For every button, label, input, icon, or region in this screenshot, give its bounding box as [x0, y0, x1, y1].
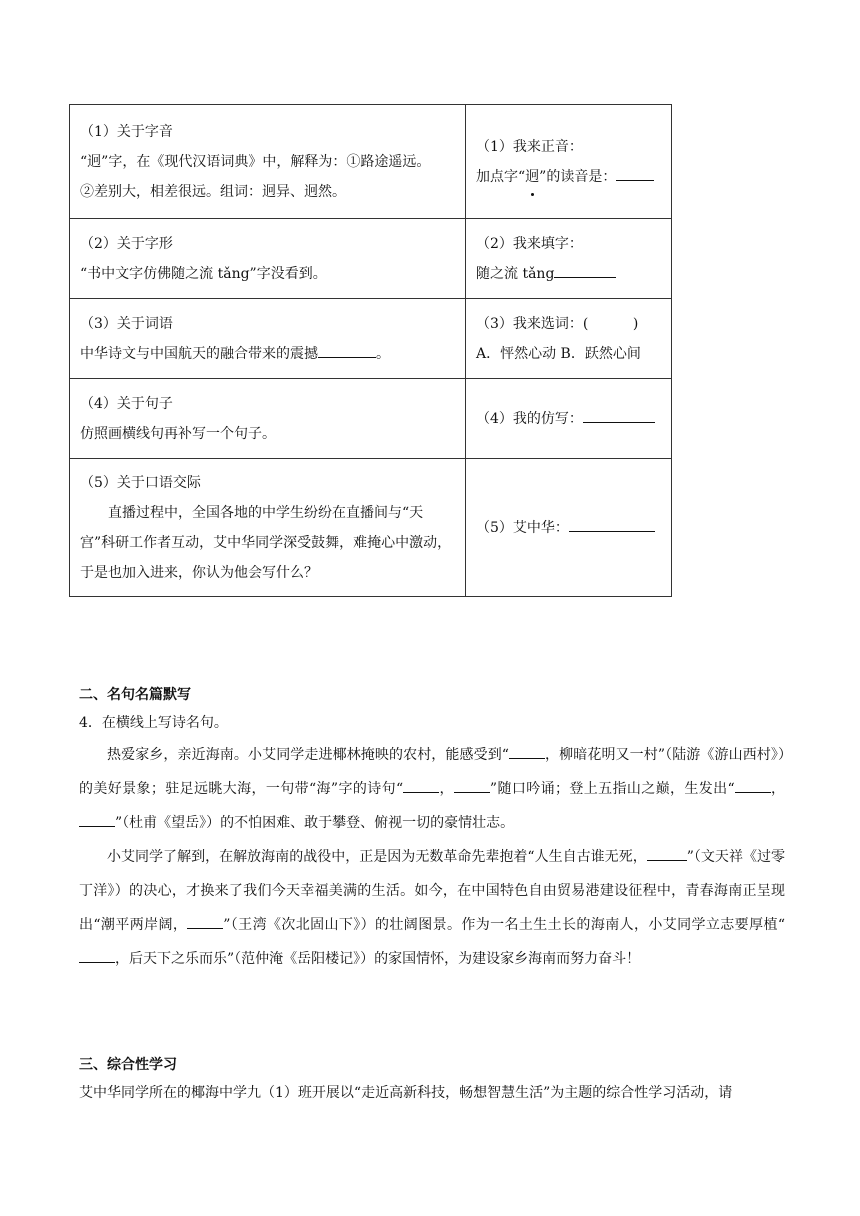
cell-text: 中华诗文与中国航天的融合带来的震撼 。	[80, 339, 455, 369]
cell-title: （1）关于字音	[80, 123, 173, 140]
table-cell-left	[70, 299, 466, 379]
answer-blank[interactable]	[554, 263, 616, 278]
cell-text: “书中文字仿佛随之流 tǎng”字没看到。	[80, 265, 327, 282]
table-cell-right	[466, 379, 672, 459]
fill-blank[interactable]	[454, 778, 490, 793]
table-cell-left	[70, 459, 466, 597]
section-heading: 二、名句名篇默写	[79, 687, 191, 703]
question-text: 4．在横线上写诗名句。	[79, 715, 228, 731]
paragraph: 热爱家乡，亲近海南。小艾同学走进椰林掩映的农村，能感受到“ ，柳暗花明又一村”（陆游《游山西村》）的美好景象；驻足远眺大海，一句带“海”字的诗句“ ， ”随口吟诵；登上五指山之巅，生发出“ ，”（杜甫《望岳》）的不怕困难、敢于攀登、俯视一切的豪情壮志。	[79, 738, 785, 840]
dotted-char: 迥	[525, 162, 539, 192]
fill-blank[interactable]	[647, 846, 687, 861]
table-cell-left	[70, 379, 466, 459]
fill-blank[interactable]	[79, 812, 115, 827]
question-table	[69, 104, 672, 597]
table-row	[70, 459, 672, 597]
answer-blank[interactable]	[318, 343, 376, 358]
table-row	[70, 379, 672, 459]
cell-title: （3）关于词语	[80, 315, 173, 332]
cell-title: （5）关于口语交际	[80, 474, 201, 491]
table-row	[70, 299, 672, 379]
table-cell-right	[466, 459, 672, 597]
cell-text: 仿照画横线句再补写一个句子。	[80, 425, 276, 442]
cell-title: （2）关于字形	[80, 235, 173, 252]
cell-title: （3）我来选词：( )	[476, 315, 639, 332]
table-cell-right	[466, 299, 672, 379]
answer-blank[interactable]	[583, 408, 655, 423]
cell-text: “迥”字，在《现代汉语词典》中，解释为：①路途遥远。	[80, 153, 431, 170]
answer-line: 随之流 tǎng	[476, 259, 661, 289]
answer-blank[interactable]	[569, 517, 655, 532]
answer-blank[interactable]	[616, 166, 654, 181]
fill-blank[interactable]	[79, 948, 115, 963]
answer-line: 加点字“迥”的读音是：	[476, 162, 661, 192]
fill-blank[interactable]	[187, 914, 223, 929]
table-row	[70, 219, 672, 299]
table-cell-left	[70, 219, 466, 299]
fill-blank[interactable]	[509, 744, 545, 759]
section-famous-lines	[79, 680, 785, 976]
table-row	[70, 105, 672, 219]
answer-line: （4）我的仿写：	[476, 404, 661, 434]
cell-title: （4）关于句子	[80, 395, 173, 412]
table-cell-right	[466, 105, 672, 219]
cell-paragraph: 直播过程中，全国各地的中学生纷纷在直播间与“天宫”科研工作者互动，艾中华同学深受鼓舞，难掩心中激动，于是也加入进来，你认为他会写什么？	[80, 504, 452, 581]
table-cell-right	[466, 219, 672, 299]
table-cell-left	[70, 105, 466, 219]
section-heading: 三、综合性学习	[79, 1057, 177, 1073]
cell-title: （2）我来填字：	[476, 235, 583, 252]
choice-options: A．怦然心动 B．跃然心间	[476, 345, 641, 362]
section-text: 艾中华同学所在的椰海中学九（1）班开展以“走近高新科技，畅想智慧生活”为主题的综合性学习活动，请	[79, 1085, 733, 1101]
answer-line: （5）艾中华：	[476, 513, 661, 543]
cell-text: ②差别大，相差很远。组词：迥异、迥然。	[80, 183, 346, 200]
fill-blank[interactable]	[735, 778, 771, 793]
fill-blank[interactable]	[403, 778, 439, 793]
section-comprehensive-study	[79, 1050, 785, 1108]
cell-title: （1）我来正音：	[476, 138, 583, 155]
paragraph: 小艾同学了解到，在解放海南的战役中，正是因为无数革命先辈抱着“人生自古谁无死， ”（文天祥《过零丁洋》）的决心，才换来了我们今天幸福美满的生活。如今，在中国特色自由贸易港建设征程中，青春海南正呈现出“潮平两岸阔， ”（王湾《次北固山下》）的壮阔图景。作为一名土生土长的海南人，小艾同学立志要厚植“，后天下之乐而乐”（范仲淹《岳阳楼记》）的家国情怀，为建设家乡海南而努力奋斗！	[79, 840, 785, 976]
